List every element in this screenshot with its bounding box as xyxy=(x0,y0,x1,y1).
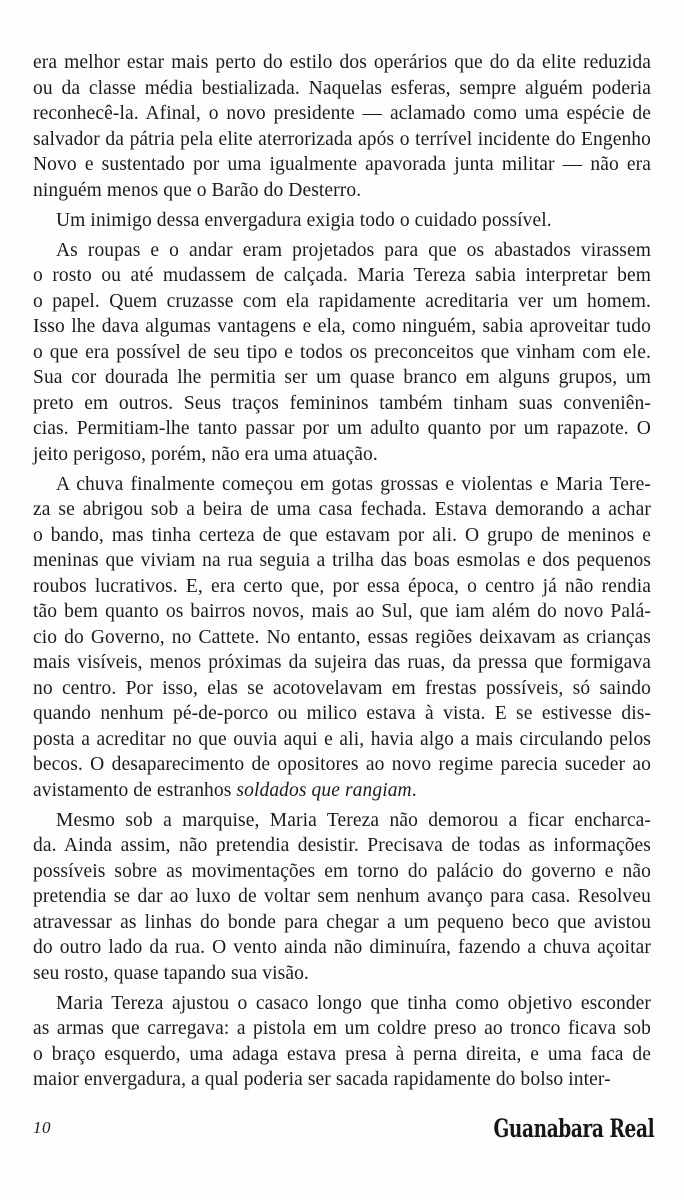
text-line xyxy=(33,497,651,523)
page-text xyxy=(33,50,651,1093)
publisher-logo: Guanabara Real xyxy=(493,1114,654,1143)
text-line xyxy=(33,548,651,574)
plain-text: maior envergadura, a qual poderia ser sacada rapidamente do bolso inter- xyxy=(33,1069,611,1090)
plain-text: becos. O desaparecimento de opositores ao novo regime parecia suceder ao xyxy=(33,754,651,775)
text-line xyxy=(33,76,651,102)
page-number: 10 xyxy=(33,1118,51,1137)
plain-text: mais visíveis, menos próximas da sujeira das ruas, da pressa que formigava xyxy=(33,652,651,673)
paragraph xyxy=(33,808,651,987)
text-line xyxy=(33,178,651,204)
plain-text: za se abrigou sob a beira de uma casa fechada. Estava demorando a achar xyxy=(33,499,651,520)
paragraph xyxy=(33,991,651,1093)
plain-text: do outro lado da rua. O vento ainda não diminuíra, fazendo a chuva açoitar xyxy=(33,937,651,958)
text-line xyxy=(33,1016,651,1042)
text-line xyxy=(33,1042,651,1068)
plain-text: Mesmo sob a marquise, Maria Tereza não demorou a ficar encharca- xyxy=(56,809,651,831)
paragraph-container xyxy=(33,50,651,1093)
plain-text: o rosto ou até mudassem de calçada. Maria Tereza sabia interpretar bem xyxy=(33,265,651,286)
text-line xyxy=(33,340,651,366)
text-line xyxy=(33,289,651,315)
text-line xyxy=(33,727,651,753)
text-line xyxy=(33,127,651,153)
text-line xyxy=(33,833,651,859)
text-line xyxy=(33,676,651,702)
plain-text: ou da classe média bestializada. Naquelas esferas, sempre alguém poderia xyxy=(33,77,651,99)
text-line xyxy=(33,650,651,676)
paragraph xyxy=(33,208,651,234)
plain-text: o bando, mas tinha certeza de que estavam por ali. O grupo de meninos e xyxy=(33,524,651,546)
plain-text: jeito perigoso, porém, não era uma atuação. xyxy=(33,443,378,465)
plain-text: possíveis sobre as movimentações em torno do palácio do governo e não xyxy=(33,860,651,882)
text-line xyxy=(33,391,651,417)
text-line xyxy=(33,152,651,178)
text-line xyxy=(33,778,651,804)
plain-text: salvador da pátria pela elite aterrorizada após o terrível incidente do Engenho xyxy=(33,128,651,150)
paragraph xyxy=(33,472,651,804)
text-line xyxy=(33,991,651,1017)
paragraph xyxy=(33,50,651,203)
page-footer xyxy=(33,1116,654,1142)
text-line xyxy=(33,961,651,987)
plain-text: . xyxy=(411,779,417,801)
plain-text: posta a acreditar no que ouvia aqui e ali, havia algo a mais circulando pelos xyxy=(33,728,651,750)
plain-text: Novo e sustentado por uma igualmente apavorada junta militar — não era xyxy=(33,154,651,175)
plain-text: o papel. Quem cruzasse com ela rapidamente acreditaria ver um homem. xyxy=(33,290,651,312)
plain-text: Maria Tereza ajustou o casaco longo que tinha como objetivo esconder xyxy=(56,992,651,1014)
text-line xyxy=(33,442,651,468)
text-line xyxy=(33,935,651,961)
text-line xyxy=(33,910,651,936)
text-line xyxy=(33,208,651,234)
text-line xyxy=(33,1067,651,1093)
text-line xyxy=(33,523,651,549)
text-line xyxy=(33,101,651,127)
text-line xyxy=(33,808,651,834)
plain-text: As roupas e o andar eram projetados para que os abastados virassem xyxy=(56,239,651,261)
text-line xyxy=(33,599,651,625)
plain-text: o braço esquerdo, uma adaga estava presa à perna direita, e uma faca de xyxy=(33,1043,651,1065)
italic-text: soldados que rangiam xyxy=(236,779,412,801)
plain-text: A chuva finalmente começou em gotas grossas e violentas e Maria Tere- xyxy=(56,473,651,495)
paragraph xyxy=(33,238,651,468)
text-line xyxy=(33,238,651,264)
text-line xyxy=(33,884,651,910)
plain-text: Isso lhe dava algumas vantagens e ela, como ninguém, sabia aproveitar tudo xyxy=(33,316,651,337)
text-line xyxy=(33,416,651,442)
plain-text: no centro. Por isso, elas se acotovelavam em frestas possíveis, só saindo xyxy=(33,677,651,699)
text-line xyxy=(33,263,651,289)
plain-text: quando nenhum pé-de-porco ou milico estava à vista. E se estivesse dis- xyxy=(33,703,651,724)
plain-text: cias. Permitiam-lhe tanto passar por um adulto quanto por um rapazote. O xyxy=(33,418,651,439)
plain-text: da. Ainda assim, não pretendia desistir. Precisava de todas as informações xyxy=(33,835,651,856)
text-line xyxy=(33,472,651,498)
plain-text: as armas que carregava: a pistola em um coldre preso ao tronco ficava sob xyxy=(33,1018,651,1039)
text-line xyxy=(33,625,651,651)
text-line xyxy=(33,752,651,778)
plain-text: avistamento de estranhos xyxy=(33,779,237,801)
text-line xyxy=(33,314,651,340)
text-line xyxy=(33,50,651,76)
plain-text: roubos lucrativos. E, era certo que, por essa época, o centro já não rendia xyxy=(33,575,651,597)
plain-text: o que era possível de seu tipo e todos os preconceitos que vinham com ele. xyxy=(33,341,651,363)
plain-text: cio do Governo, no Cattete. No entanto, essas regiões deixavam as crianças xyxy=(33,626,651,648)
plain-text: meninas que viviam na rua seguia a trilha das boas esmolas e dos pequenos xyxy=(33,550,651,571)
plain-text: seu rosto, quase tapando sua visão. xyxy=(33,962,309,984)
plain-text: reconhecê-la. Afinal, o novo presidente — aclamado como uma espécie de xyxy=(33,103,651,124)
plain-text: pretendia se dar ao luxo de voltar sem nenhum avanço para casa. Resolveu xyxy=(33,886,651,907)
plain-text: ninguém menos que o Barão do Desterro. xyxy=(33,179,362,201)
text-line xyxy=(33,574,651,600)
plain-text: atravessar as linhas do bonde para chegar a um pequeno beco que avistou xyxy=(33,911,651,933)
text-line xyxy=(33,365,651,391)
text-line xyxy=(33,859,651,885)
text-line xyxy=(33,701,651,727)
plain-text: Sua cor dourada lhe permitia ser um quase branco em alguns grupos, um xyxy=(33,367,651,388)
plain-text: preto em outros. Seus traços femininos também tinham suas conveniên- xyxy=(33,392,651,414)
plain-text: tão bem quanto os bairros novos, mais ao Sul, que iam além do novo Palá- xyxy=(33,601,651,622)
plain-text: Um inimigo dessa envergadura exigia todo o cuidado possível. xyxy=(56,209,552,231)
plain-text: era melhor estar mais perto do estilo dos operários que do da elite reduzida xyxy=(33,52,651,73)
